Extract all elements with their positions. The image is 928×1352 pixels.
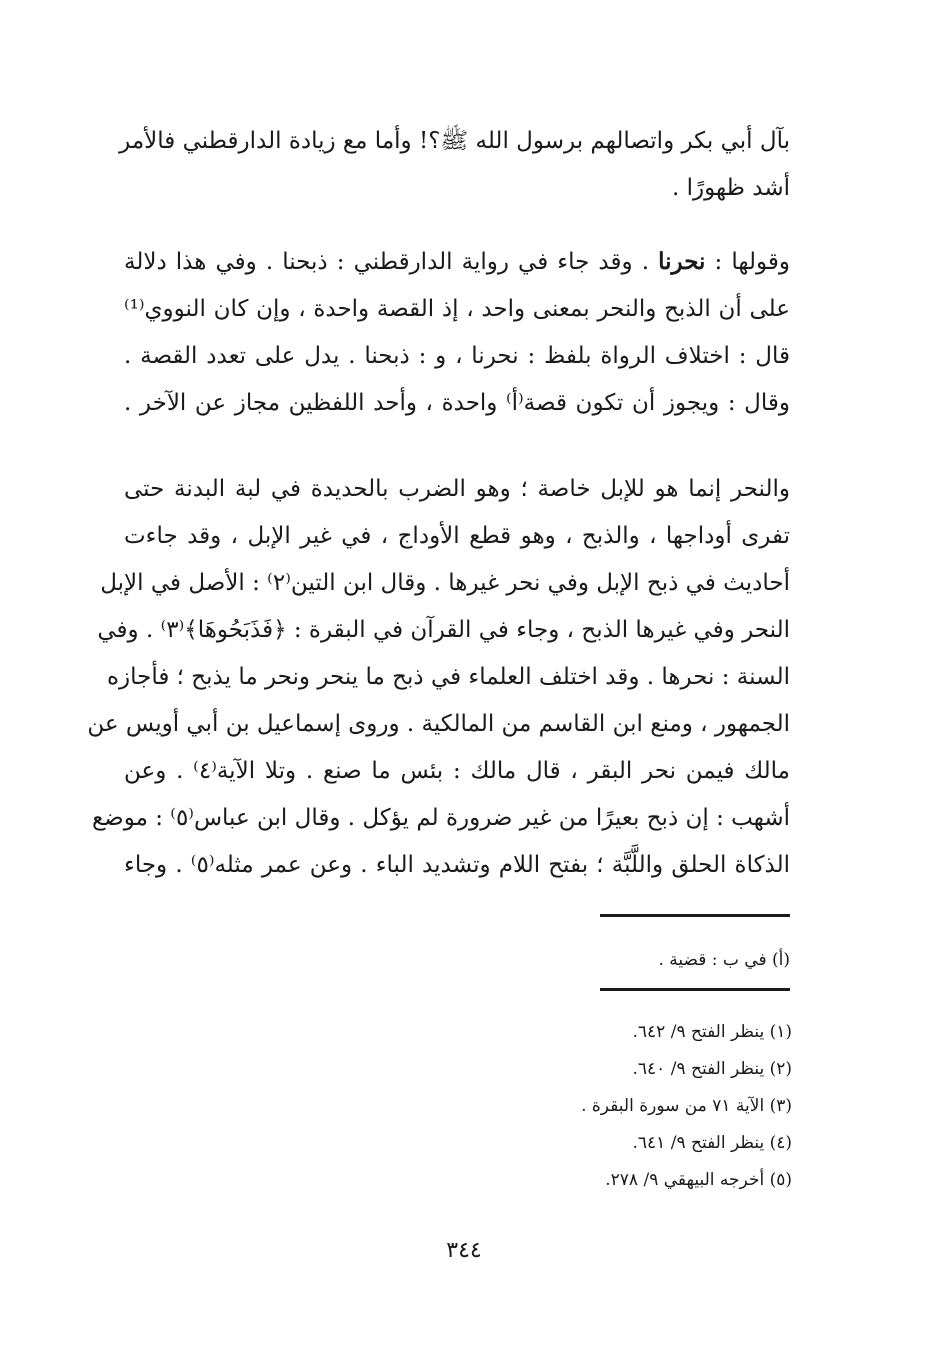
text-line: السنة : نحرها . وقد اختلف العلماء في ذبح ما ينحر ونحر ما يذبح ؛ فأجازه [106,664,790,690]
text-fragment: وقولها : [705,249,790,275]
variant-note: (أ) في ب : قضية . [658,950,790,970]
footnote-divider [600,988,790,991]
footnotes [581,1014,792,1199]
bold-term: نحرنا [658,248,706,275]
footnote: (٢) ينظر الفتح ٩/ ٦٤٠. [632,1059,792,1079]
text-line: الجمهور ، ومنع ابن القاسم من المالكية . وروى إسماعيل بن أبي أويس عن [87,711,790,737]
paragraph-2 [124,238,790,427]
text-line [124,238,790,286]
text-line: على أن الذبح والنحر بمعنى واحد ، إذ القصة واحدة ، وإن كان النووي⁽¹⁾ [124,296,790,322]
text-line: تفرى أوداجها ، والذبح ، وهو قطع الأوداج ، في غير الإبل ، وقد جاءت [124,523,790,549]
text-line: أحاديث في ذبح الإبل وفي نحر غيرها . وقال ابن التين⁽٢⁾ : الأصل في الإبل [100,570,790,596]
text-line: قال : اختلاف الرواة بلفظ : نحرنا ، و : ذبحنا . يدل على تعدد القصة . [124,343,790,369]
text-line: النحر وفي غيرها الذبح ، وجاء في القرآن في البقرة : ﴿فَذَبَحُوهَا﴾⁽٣⁾ . وفي [97,617,790,643]
text-line: أشد ظهورًا . [672,175,790,201]
footnote: (٣) الآية ٧١ من سورة البقرة . [581,1096,792,1116]
text-line: بآل أبي بكر واتصالهم برسول الله ﷺ؟! وأما مع زيادة الدارقطني فالأمر [119,128,790,154]
text-line: وقال : ويجوز أن تكون قصة⁽أ⁾ واحدة ، وأحد اللفظين مجاز عن الآخر . [124,390,790,416]
text-fragment: . وقد جاء في رواية الدارقطني : ذبحنا . وفي هذا دلالة [124,249,659,275]
footnote-divider [600,914,790,917]
footnote: (٤) ينظر الفتح ٩/ ٦٤١. [632,1133,792,1153]
paragraph-3 [87,466,791,889]
footnote: (١) ينظر الفتح ٩/ ٦٤٢. [632,1022,792,1042]
text-line: الذكاة الحلق واللَّبَّة ؛ بفتح اللام وتشديد الباء . وعن عمر مثله⁽٥⁾ . وجاء [124,852,791,878]
text-line: أشهب : إن ذبح بعيرًا من غير ضرورة لم يؤكل . وقال ابن عباس⁽٥⁾ : موضع [91,805,790,831]
page-number: ٣٤٤ [446,1238,482,1263]
text-line: مالك فيمن نحر البقر ، قال مالك : بئس ما صنع . وتلا الآية⁽٤⁾ . وعن [124,758,790,784]
paragraph-1 [119,118,790,212]
text-line: والنحر إنما هو للإبل خاصة ؛ وهو الضرب بالحديدة في لبة البدنة حتى [124,476,790,502]
footnote: (٥) أخرجه البيهقي ٩/ ٢٧٨. [605,1170,792,1190]
